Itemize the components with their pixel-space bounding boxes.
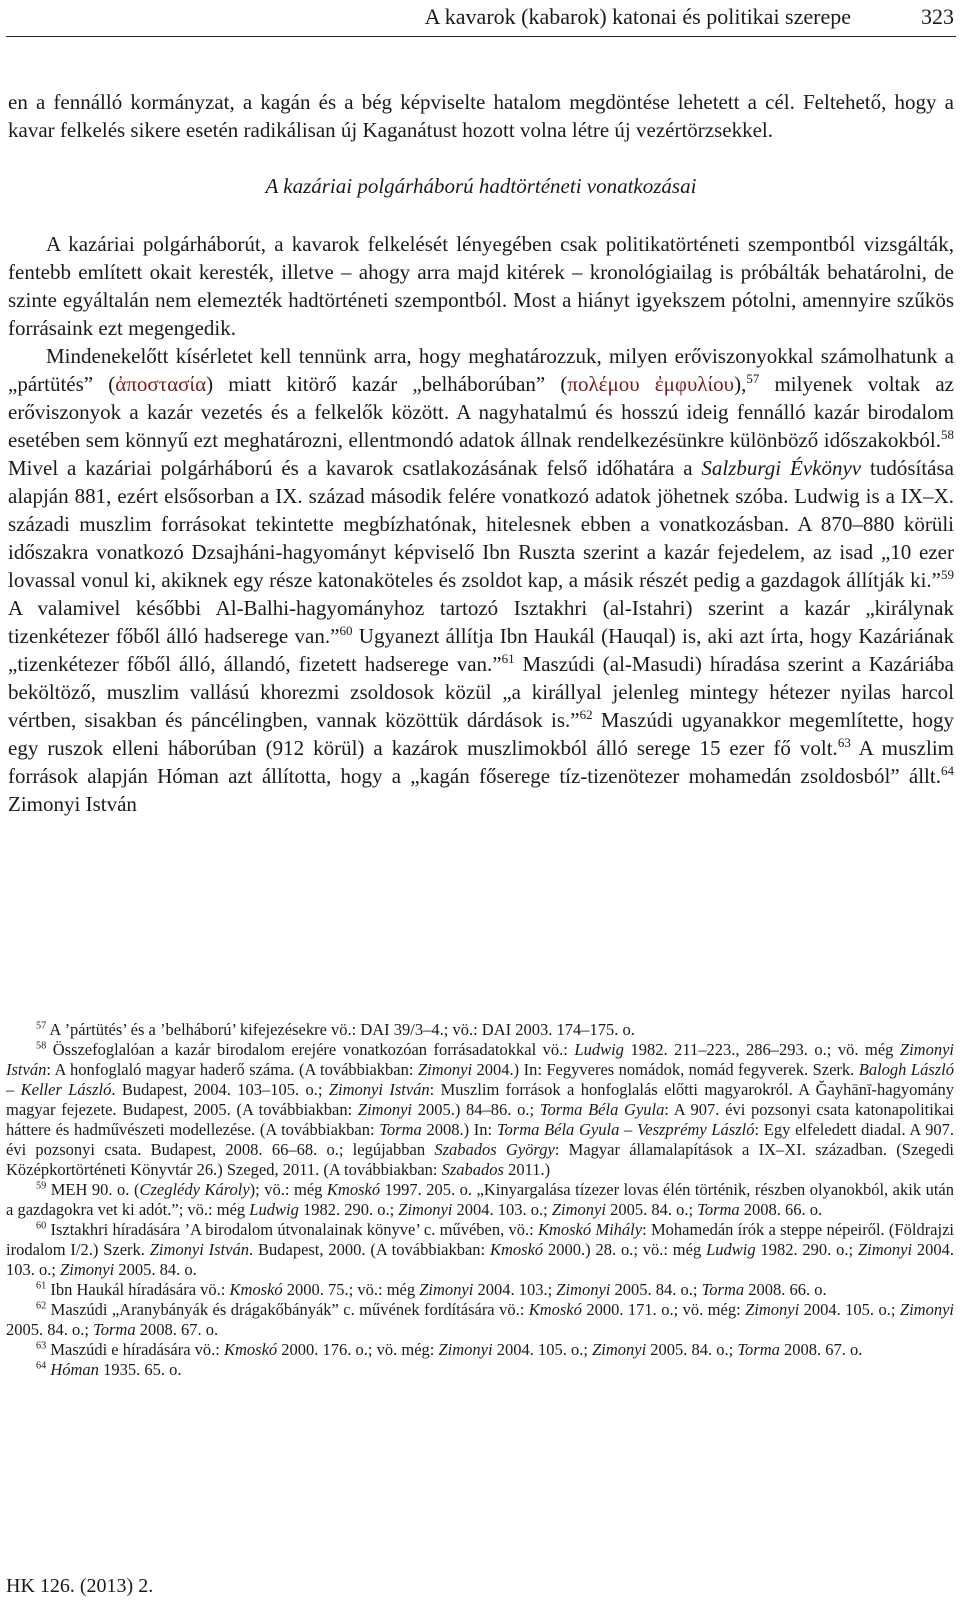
author-name: Zimonyi — [556, 1280, 611, 1299]
text-run: 2008. 66. o. — [744, 1280, 827, 1299]
main-text — [8, 88, 954, 818]
text-run: : Muszlim források a honfoglalás előtti magyarokról. A Ğayhānī-hagyomány magyar fejezete. Budapest, 2005. (A továbbiakban: — [6, 1080, 954, 1119]
text-run: . Budapest, 2000. (A továbbiakban: — [249, 1240, 490, 1259]
author-name: Zimonyi — [60, 1260, 115, 1279]
author-name: Torma — [697, 1200, 740, 1219]
text-run: Maszúdi e híradására vö.: — [46, 1340, 224, 1359]
text-run: 2004. 105. o.; — [492, 1340, 593, 1359]
text-run: tudósítása alapján 881, ezért elsősorban a IX. század második felére vonatkozó adatok jöhetnek szóba. Ludwig is a IX–X. századi muszlim forrásokat tekintette megbízhatónak, hitelesnek ebben a vonatkozásban. A 870–880 körüli időszakra vonatkozó Dzsajháni-hagyományt képviselő Ibn Ruszta szerint a kazár fejedelem, az isad „10 ezer lovassal vonul ki, akiknek egy része katonaköteles és zsoldot kap, a másik részét pedig a gazdagok állítják ki.” — [8, 456, 954, 592]
author-name: Zimonyi — [899, 1300, 954, 1319]
paragraph-2: A kazáriai polgárháborút, a kavarok felkelését lényegében csak politikatörténeti szempontból vizsgálták, fentebb említett okait keresték, illetve – ahogy arra majd kitérek – kronológiailag is próbálták behatárolni, de szinte egyáltalán nem elemezték hadtörténeti szempontból. Most a hiányt igyekszem pótolni, amennyire szűkös forrásaink ezt megengedik. — [8, 232, 954, 340]
author-name: Torma — [379, 1120, 422, 1139]
text-run: A valamivel későbbi Al-Balhi-hagyományhoz tartozó Isztakhri (al-Istahri) szerint a kazár „királynak tizenkétezer főből álló hadserege van.” — [8, 596, 954, 648]
author-name: Czeglédy Károly — [139, 1180, 250, 1199]
text-run: 2000. 176. o.; vö. még: — [277, 1340, 439, 1359]
author-name: Ludwig — [249, 1200, 299, 1219]
text-run: Mivel a kazáriai polgárháború és a kavarok csatlakozásának felső időhatára a — [8, 456, 702, 480]
footnotes — [6, 1020, 954, 1380]
author-name: Zimonyi István — [149, 1240, 250, 1259]
footnote-ref[interactable]: 59 — [940, 567, 954, 582]
text-run: 2004. 103. o.; — [452, 1200, 552, 1219]
paragraph-1: en a fennálló kormányzat, a kagán és a bég képviselte hatalom megdöntése lehetett a cél. Feltehető, hogy a kavar felkelés sikere esetén radikálisan új Kaganátust hozott volna létre új vezértörzsekkel. — [8, 90, 954, 142]
author-name: Torma — [737, 1340, 780, 1359]
text-run: A muszlim források alapján Hóman azt állította, hogy a „kagán főserege tíz-tizenötezer mohamedán zsoldosból” állt. — [8, 736, 955, 788]
text-run: 2005. 84. o. — [114, 1260, 197, 1279]
text-run: : Mohamedán írók a steppe népeiről. (Földrajzi irodalom I/2.) Szerk. — [6, 1220, 955, 1259]
text-run: ) miatt kitörő kazár „belháborúban” ( — [206, 372, 568, 396]
author-name: Szabados — [441, 1160, 504, 1179]
page-number: 323 — [921, 4, 954, 29]
text-run: 2004. 103.; — [473, 1280, 557, 1299]
text-run: 2005. 84. o.; — [646, 1340, 738, 1359]
text-run: 2008. 67. o. — [779, 1340, 863, 1359]
text-run: : Magyar államalapítások a IX–XI. században. (Szegedi Középkortörténeti Könyvtár 26.) Szeged, 2011. (A továbbiakban: — [6, 1140, 954, 1179]
footnote-number: 61 — [36, 1280, 47, 1292]
footnote-62 — [6, 1300, 954, 1340]
author-name: Torma Béla Gyula – Veszprémy László — [496, 1120, 755, 1139]
footnote-61 — [6, 1280, 954, 1300]
text-run: 2005. 84. o.; — [6, 1320, 94, 1339]
footnote-58 — [6, 1040, 954, 1180]
author-name: Kmoskó Mihály — [537, 1220, 643, 1239]
author-name: Kmoskó — [229, 1280, 283, 1299]
author-name: Zimonyi István — [328, 1080, 430, 1099]
footnote-number: 63 — [36, 1340, 47, 1352]
footnote-ref[interactable]: 62 — [579, 707, 593, 722]
footnote-number: 58 — [36, 1040, 47, 1052]
text-run: ), — [734, 372, 747, 396]
author-name: Kmoskó — [326, 1180, 381, 1199]
footnote-ref[interactable]: 61 — [501, 651, 515, 666]
author-name: Hóman — [50, 1360, 99, 1379]
text-run: Mindenekelőtt kísérletet kell tennünk arra, hogy meghatározzuk, milyen erőviszonyokkal számolhatunk a „pártütés” ( — [8, 344, 954, 396]
author-name: Torma — [701, 1280, 745, 1299]
author-name: Zimonyi — [857, 1240, 913, 1259]
author-name: Kmoskó — [224, 1340, 278, 1359]
text-run: 2008.) In: — [421, 1120, 497, 1139]
author-name: Ludwig — [706, 1240, 756, 1259]
author-name: Zimonyi — [592, 1340, 647, 1359]
text-run: 1982. 290. o.; — [298, 1200, 399, 1219]
text-run: 2011.) — [503, 1160, 551, 1179]
text-run: Isztakhri híradására ’A birodalom útvonalainak könyve’ c. művében, vö.: — [46, 1220, 538, 1239]
text-run: 2004.) In: Fegyveres nomádok, nomád fegyverek. Szerk. — [472, 1060, 859, 1079]
author-name: Zimonyi — [357, 1100, 412, 1119]
text-run: 1982. 211–223., 286–293. o.; vö. még — [623, 1040, 900, 1059]
footnote-number: 57 — [36, 1020, 47, 1032]
text-run: 2000. 75.; vö.: még — [282, 1280, 420, 1299]
paragraph-3 — [8, 342, 954, 818]
italic-title: Salzburgi Évkönyv — [701, 456, 862, 480]
text-run: Ugyanezt állítja Ibn Haukál (Hauqal) is, aki azt írta, hogy Kazáriának „tizenkétezer főből álló, állandó, fizetett hadserege van.” — [8, 624, 954, 676]
text-run: . Budapest, 2004. 103–105. o.; — [111, 1080, 329, 1099]
text-run: 2005.) 84–86. o.; — [411, 1100, 540, 1119]
text-run: 1997. 205. o. „Kinyargalása tízezer lovas élén történik, részben olyanokból, akik után a gazdagokra vet ki adót.”; vö.: még — [6, 1180, 954, 1219]
footnote-63 — [6, 1340, 954, 1360]
greek-term: ἀποστασία — [115, 372, 207, 396]
text-run: : A 907. évi pozsonyi csata katonapolitikai háttere és hadművészeti modellezése. (A továbbiakban: — [6, 1100, 954, 1139]
text-run: 2000. 171. o.; vö. még: — [581, 1300, 746, 1319]
footnote-number: 64 — [36, 1360, 47, 1372]
author-name: Ludwig — [574, 1040, 624, 1059]
text-run: 1982. 290. o.; — [755, 1240, 858, 1259]
author-name: Zimonyi — [551, 1200, 606, 1219]
footnote-ref[interactable]: 60 — [339, 623, 353, 638]
footnote-ref[interactable]: 57 — [746, 371, 760, 386]
footnote-number: 59 — [36, 1180, 47, 1192]
text-run: Összefoglalóan a kazár birodalom erejére vonatkozóan forrásadatokkal vö.: — [46, 1040, 575, 1059]
text-run: Ibn Haukál híradására vö.: — [46, 1280, 230, 1299]
text-run: Maszúdi „Aranybányák és drágakőbányák” c. művének fordítására vö.: — [46, 1300, 529, 1319]
text-run: 2005. 84. o.; — [605, 1200, 698, 1219]
section-title: A kazáriai polgárháború hadtörténeti vonatkozásai — [265, 174, 697, 198]
footnote-64 — [6, 1360, 954, 1380]
author-name: Torma — [93, 1320, 136, 1339]
footnote-number: 62 — [36, 1300, 47, 1312]
text-run: Zimonyi István — [8, 792, 137, 816]
author-name: Zimonyi — [417, 1060, 473, 1079]
author-name: Zimonyi István — [6, 1040, 954, 1079]
footnote-60 — [6, 1220, 954, 1280]
footnote-59 — [6, 1180, 954, 1220]
author-name: Zimonyi — [419, 1280, 474, 1299]
author-name: Szabados György — [434, 1140, 555, 1159]
text-run: MEH 90. o. ( — [46, 1180, 140, 1199]
text-run: : Egy elfeledett diadal. A 907. évi pozsonyi csata. Budapest, 2008. 66–68. o.; legújabban — [6, 1120, 954, 1159]
text-run: 1935. 65. o. — [98, 1360, 182, 1379]
author-name: Zimonyi — [745, 1300, 800, 1319]
footnote-ref[interactable]: 63 — [837, 735, 851, 750]
journal-footer: HK 126. (2013) 2. — [6, 1575, 154, 1597]
footnote-57 — [6, 1020, 954, 1040]
text-run: : A honfoglaló magyar haderő száma. (A továbbiakban: — [46, 1060, 418, 1079]
author-name: Torma Béla Gyula — [539, 1100, 665, 1119]
author-name: Kmoskó — [528, 1300, 582, 1319]
footnote-text: A ’pártütés’ és a ’belháború’ kifejezésekre vö.: DAI 39/3–4.; vö.: DAI 2003. 174–175. o. — [46, 1020, 635, 1039]
author-name: Balogh László – Keller László — [6, 1060, 954, 1099]
text-run: Maszúdi ugyanakkor megemlítette, hogy egy ruszok elleni háborúban (912 körül) a kazárok muszlimokból álló serege 15 ezer fő volt. — [8, 708, 954, 760]
text-run: 2008. 67. o. — [135, 1320, 219, 1339]
running-header — [6, 0, 956, 37]
greek-term: πολέμου ἐμφυλίου — [567, 372, 735, 396]
text-run: ); vö.: még — [249, 1180, 327, 1199]
footnote-ref[interactable]: 58 — [940, 427, 954, 442]
footnote-number: 60 — [36, 1220, 47, 1232]
text-run: 2004. 105. o.; — [799, 1300, 900, 1319]
text-run: 2005. 84. o.; — [610, 1280, 702, 1299]
text-run: 2004. 103. o.; — [6, 1240, 954, 1279]
footnote-ref[interactable]: 64 — [940, 763, 954, 778]
running-title: A kavarok (kabarok) katonai és politikai szerepe — [424, 4, 851, 29]
author-name: Kmoskó — [490, 1240, 544, 1259]
text-run: milyenek voltak az erőviszonyok a kazár vezetés és a felkelők között. A nagyhatalmú és hosszú ideig fennálló kazár birodalom esetében sem könnyű ezt meghatározni, ellentmondó adatok állnak rendelkezésünkre különböző időszakokból. — [8, 372, 954, 452]
text-run: 2000.) 28. o.; vö.: még — [543, 1240, 707, 1259]
text-run: 2008. 66. o. — [739, 1200, 823, 1219]
text-run: Maszúdi (al-Masudi) híradása szerint a Kazáriába beköltöző, muszlim vallású khorezmi zsoldosok közül „a királlyal jelenleg mintegy hétezer nyilas harcol vértben, sisakban és páncélingben, vannak közöttük dárdások is.” — [8, 652, 954, 732]
author-name: Zimonyi — [398, 1200, 453, 1219]
author-name: Zimonyi — [438, 1340, 493, 1359]
